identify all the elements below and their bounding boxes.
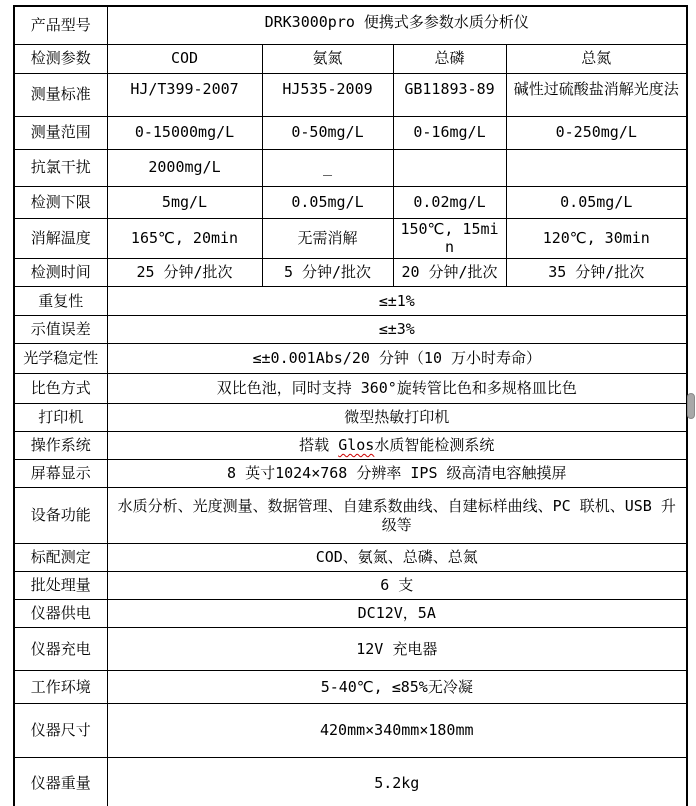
table-row [14,572,687,600]
cell-value: HJ/T399-2007 [107,73,262,116]
cell-value: 0-15000mg/L [107,116,262,149]
cell-value: 0-50mg/L [262,116,393,149]
cell-value: ≤±0.001Abs/20 分钟（10 万小时寿命） [107,344,687,374]
cell-value: 碱性过硫酸盐消解光度法 [506,73,687,116]
table-row [14,544,687,572]
cell-value: 总磷 [393,44,506,73]
cell-value: 5 分钟/批次 [262,259,393,287]
row-label: 测量标准 [14,73,107,116]
spec-table-body [14,6,687,806]
table-row [14,404,687,432]
cell-value: 5.2kg [107,758,687,806]
row-label: 屏幕显示 [14,460,107,488]
cell-value: 0-250mg/L [506,116,687,149]
cell-value [107,432,687,460]
cell-value: ≤±3% [107,316,687,344]
table-row [14,149,687,186]
cell-value: _ [262,149,393,186]
cell-value: 5mg/L [107,186,262,218]
row-label: 设备功能 [14,488,107,544]
vertical-scrollbar-thumb[interactable] [687,393,695,419]
cell-value: 总氮 [506,44,687,73]
cell-value: 0-16mg/L [393,116,506,149]
table-row [14,73,687,116]
cell-value: ≤±1% [107,287,687,316]
table-row [14,316,687,344]
row-label: 操作系统 [14,432,107,460]
table-row [14,287,687,316]
row-label: 产品型号 [14,6,107,44]
row-label: 重复性 [14,287,107,316]
table-row [14,6,687,44]
row-label: 仪器供电 [14,600,107,628]
row-label: 比色方式 [14,374,107,404]
row-label: 标配测定 [14,544,107,572]
cell-value: 0.02mg/L [393,186,506,218]
row-label: 打印机 [14,404,107,432]
table-row [14,704,687,758]
table-row [14,374,687,404]
table-row [14,218,687,259]
row-label: 仪器尺寸 [14,704,107,758]
cell-value: 150℃, 15min [393,218,506,259]
cell-value: 0.05mg/L [262,186,393,218]
cell-value: 6 支 [107,572,687,600]
cell-value: 420mm×340mm×180mm [107,704,687,758]
spellcheck-flagged-text: Glos [338,436,375,455]
table-row [14,432,687,460]
cell-value: 氨氮 [262,44,393,73]
cell-value: 5-40℃, ≤85%无冷凝 [107,671,687,704]
table-row [14,600,687,628]
row-label: 检测参数 [14,44,107,73]
cell-value: 0.05mg/L [506,186,687,218]
cell-value: 2000mg/L [107,149,262,186]
table-row [14,44,687,73]
row-label: 消解温度 [14,218,107,259]
cell-value: 无需消解 [262,218,393,259]
cell-value: 双比色池，同时支持 360°旋转管比色和多规格皿比色 [107,374,687,404]
row-label: 仪器重量 [14,758,107,806]
table-row [14,488,687,544]
cell-value: GB11893-89 [393,73,506,116]
table-row [14,259,687,287]
cell-value: 20 分钟/批次 [393,259,506,287]
table-row [14,758,687,806]
cell-value: 微型热敏打印机 [107,404,687,432]
cell-value: DC12V，5A [107,600,687,628]
cell-value: 165℃, 20min [107,218,262,259]
table-row [14,628,687,671]
row-label: 工作环境 [14,671,107,704]
spec-table [13,5,688,806]
table-row [14,116,687,149]
row-label: 检测时间 [14,259,107,287]
table-row [14,344,687,374]
cell-value: 25 分钟/批次 [107,259,262,287]
row-label: 检测下限 [14,186,107,218]
cell-value: HJ535-2009 [262,73,393,116]
cell-value [506,149,687,186]
cell-value: 35 分钟/批次 [506,259,687,287]
table-row [14,671,687,704]
row-label: 批处理量 [14,572,107,600]
cell-value: DRK3000pro 便携式多参数水质分析仪 [107,6,687,44]
cell-value: 水质分析、光度测量、数据管理、自建系数曲线、自建标样曲线、PC 联机、USB 升级等 [107,488,687,544]
cell-value: COD、氨氮、总磷、总氮 [107,544,687,572]
cell-text-part: 搭载 [299,436,339,455]
row-label: 抗氯干扰 [14,149,107,186]
row-label: 仪器充电 [14,628,107,671]
row-label: 光学稳定性 [14,344,107,374]
cell-value: 8 英寸1024×768 分辨率 IPS 级高清电容触摸屏 [107,460,687,488]
cell-value: 120℃, 30min [506,218,687,259]
cell-value: 12V 充电器 [107,628,687,671]
cell-value: COD [107,44,262,73]
cell-text-part: 水质智能检测系统 [374,436,495,455]
table-row [14,186,687,218]
row-label: 测量范围 [14,116,107,149]
row-label: 示值误差 [14,316,107,344]
cell-value [393,149,506,186]
table-row [14,460,687,488]
